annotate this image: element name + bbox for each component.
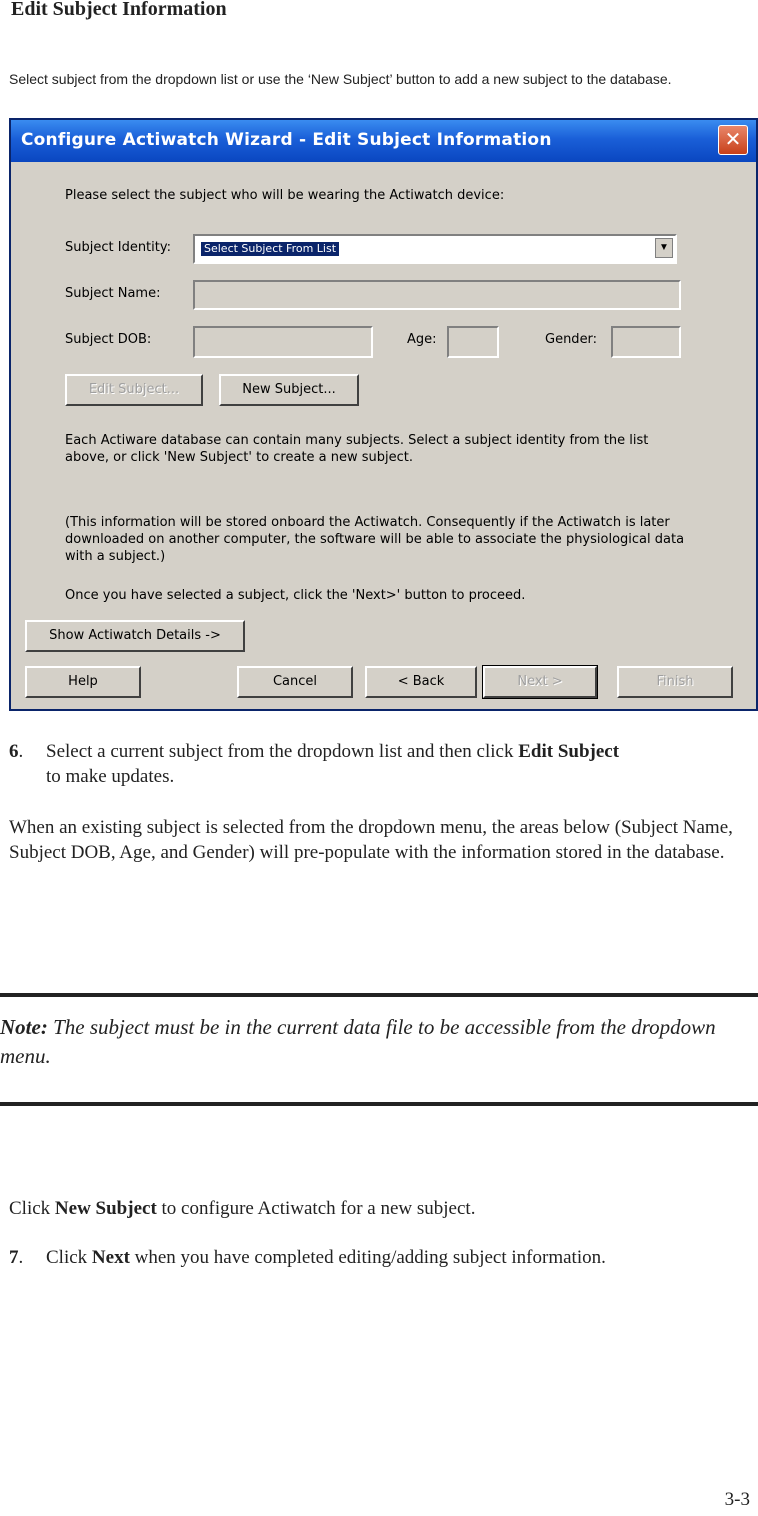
subject-identity-label: Subject Identity: [65, 240, 171, 255]
note-bottom-rule [0, 1102, 758, 1106]
show-actiwatch-details-button[interactable]: Show Actiwatch Details -> [25, 620, 245, 652]
step-6-text [46, 739, 751, 789]
step-6-text-start: Select a current subject from the dropdown list and then click [46, 741, 519, 762]
next-emphasis: Next [91, 1247, 130, 1268]
step-6-text-end: to make updates. [46, 766, 175, 787]
help-button[interactable]: Help [25, 666, 141, 698]
subject-name-label: Subject Name: [65, 286, 161, 301]
gender-label: Gender: [545, 332, 598, 347]
edit-subject-emphasis: Edit Subject [518, 741, 620, 762]
section-title: Edit Subject Information [11, 0, 227, 20]
new-subject-button[interactable]: New Subject... [219, 374, 359, 406]
dialog-prompt: Please select the subject who will be wearing the Actiwatch device: [65, 188, 505, 203]
step-7-number: 7. [9, 1247, 24, 1268]
click-new-subject-paragraph: Click New Subject to configure Actiwatch for a new subject. [9, 1198, 476, 1219]
next-button[interactable]: Next > [483, 666, 597, 698]
chevron-down-icon[interactable]: ▼ [655, 238, 673, 258]
age-field[interactable] [447, 326, 499, 358]
gender-field[interactable] [611, 326, 681, 358]
edit-subject-button[interactable]: Edit Subject... [65, 374, 203, 406]
finish-button[interactable]: Finish [617, 666, 733, 698]
cancel-button[interactable]: Cancel [237, 666, 353, 698]
back-button[interactable]: < Back [365, 666, 477, 698]
age-label: Age: [407, 332, 437, 347]
info-paragraph-2: (This information will be stored onboard the Actiwatch. Consequently if the Actiwatch is later downloaded on another computer, the software will be able to associate the physiological data with a subject.) [65, 515, 685, 564]
close-icon[interactable]: ✕ [718, 125, 748, 155]
subject-name-field[interactable] [193, 280, 681, 310]
note-top-rule [0, 993, 758, 997]
subject-identity-value: Select Subject From List [201, 242, 339, 256]
dialog-title: Configure Actiwatch Wizard - Edit Subject Information [21, 130, 552, 150]
note-text: The subject must be in the current data file to be accessible from the dropdown menu. [0, 1015, 716, 1068]
note-block [0, 1013, 752, 1071]
wizard-dialog-screenshot [9, 118, 758, 711]
step-7-text: Click Next when you have completed editing/adding subject information. [46, 1247, 606, 1268]
existing-subject-paragraph: When an existing subject is selected from the dropdown menu, the areas below (Subject Name, Subject DOB, Age, and Gender) will pre-populate with the information stored in the database. [9, 817, 733, 863]
dialog-titlebar [11, 120, 756, 162]
step-6-number: 6. [9, 741, 24, 762]
page-number: 3-3 [724, 1489, 750, 1510]
subject-dob-field[interactable] [193, 326, 373, 358]
info-paragraph-3: Once you have selected a subject, click the 'Next>' button to proceed. [65, 588, 526, 603]
info-paragraph-1: Each Actiware database can contain many subjects. Select a subject identity from the list above, or click 'New Subject' to create a new subject. [65, 433, 649, 465]
subject-identity-dropdown[interactable] [193, 234, 677, 264]
intro-text: Select subject from the dropdown list or use the ‘New Subject’ button to add a new subject to the database. [9, 71, 672, 87]
subject-dob-label: Subject DOB: [65, 332, 152, 347]
new-subject-emphasis: New Subject [54, 1198, 157, 1219]
note-label: Note: [0, 1015, 48, 1039]
